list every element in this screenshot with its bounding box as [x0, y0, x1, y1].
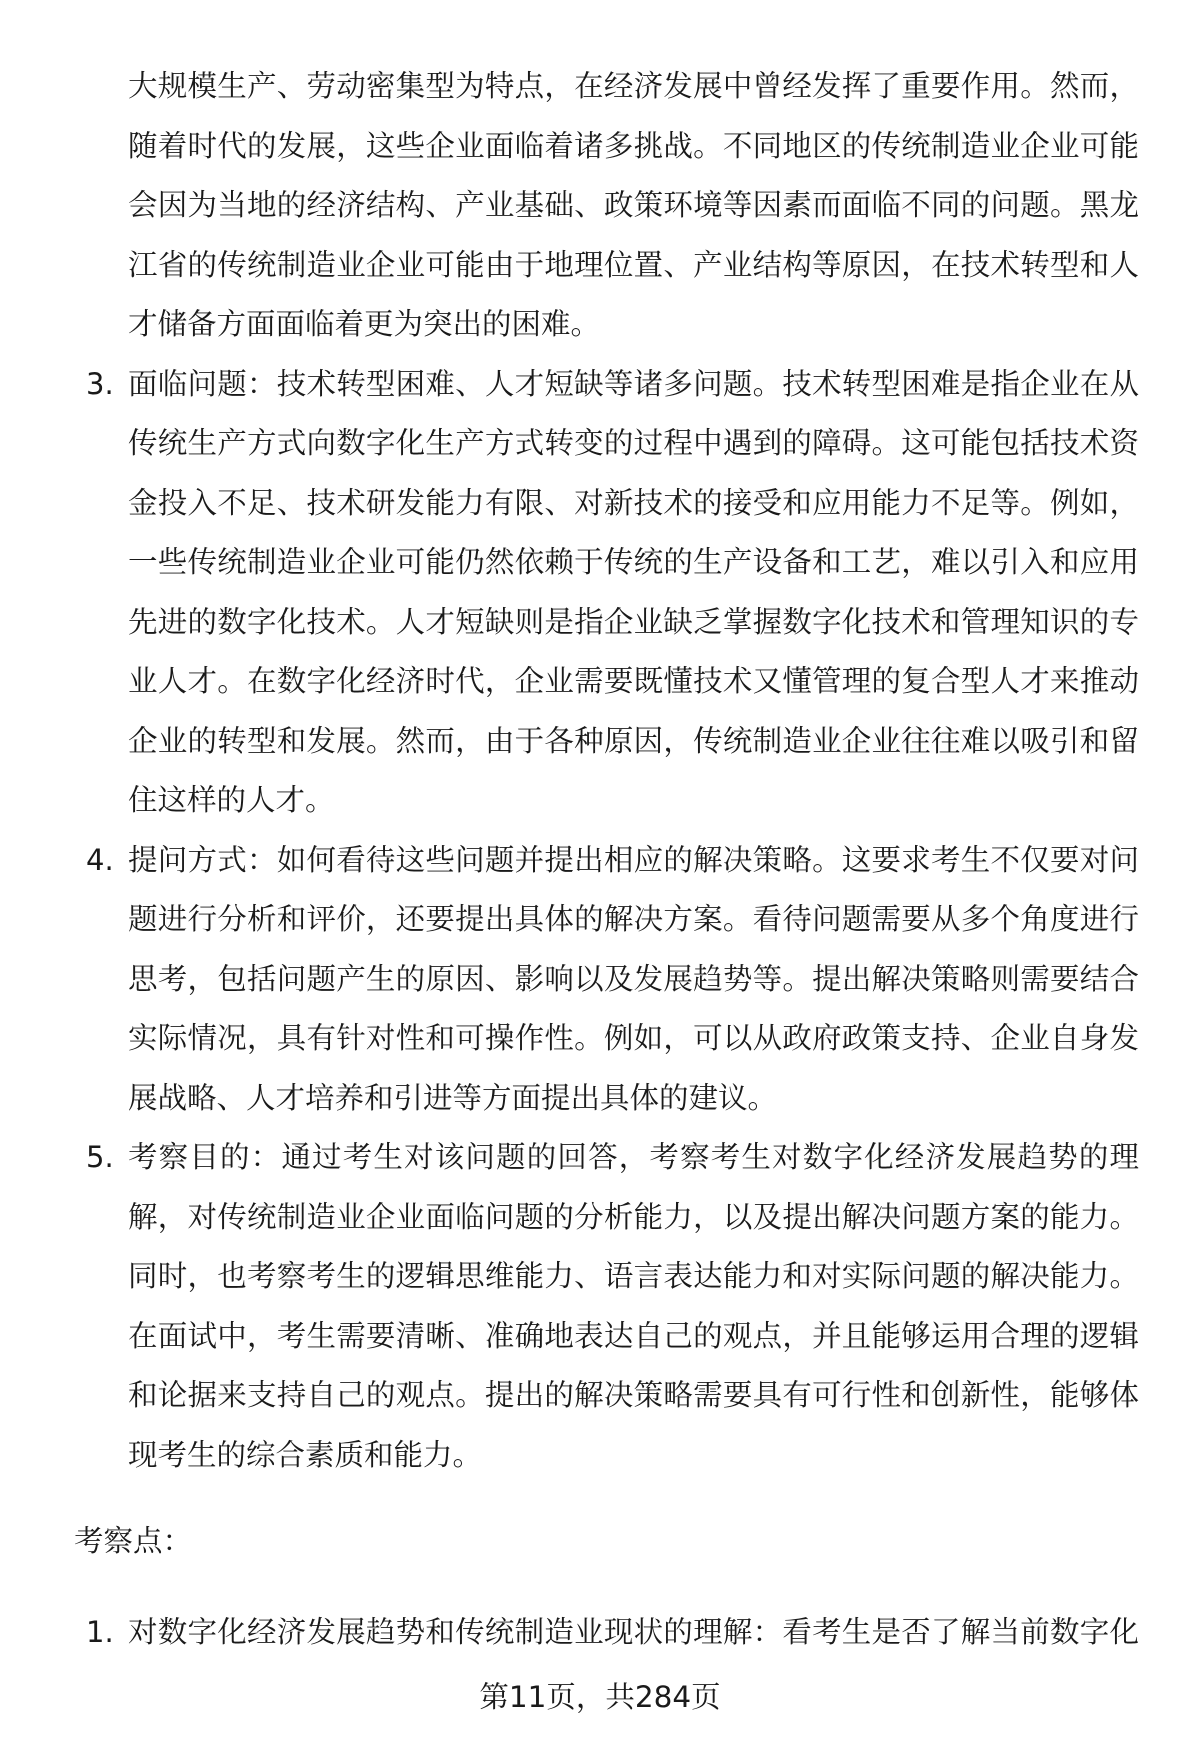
list-number: 4. — [86, 842, 114, 877]
list-number: 5. — [86, 1140, 114, 1174]
text-line: 业人才。在数字化经济时代，企业需要既懂技术又懂管理的复合型人才来推动 — [128, 664, 1139, 698]
text-line: 才储备方面面临着更为突出的困难。 — [128, 307, 601, 341]
text-line: 提问方式：如何看待这些问题并提出相应的解决策略。这要求考生不仅要对问 — [128, 842, 1139, 877]
document-body — [0, 57, 1200, 1485]
text-line: 思考，包括问题产生的原因、影响以及发展趋势等。提出解决策略则需要结合 — [128, 961, 1139, 996]
text-line: 一些传统制造业企业可能仍然依赖于传统的生产设备和工艺，难以引入和应用 — [128, 545, 1139, 579]
text-line: 展战略、人才培养和引进等方面提出具体的建议。 — [128, 1080, 778, 1115]
text-line: 传统生产方式向数字化生产方式转变的过程中遇到的障碍。这可能包括技术资 — [128, 426, 1139, 460]
text-line: 考察目的：通过考生对该问题的回答，考察考生对数字化经济发展趋势的理 — [128, 1140, 1139, 1174]
text-line: 大规模生产、劳动密集型为特点，在经济发展中曾经发挥了重要作用。然而， — [128, 69, 1139, 103]
text-line: 随着时代的发展，这些企业面临着诸多挑战。不同地区的传统制造业企业可能 — [128, 128, 1139, 163]
text-line: 在面试中，考生需要清晰、准确地表达自己的观点，并且能够运用合理的逻辑 — [128, 1318, 1139, 1353]
text-line: 题进行分析和评价，还要提出具体的解决方案。看待问题需要从多个角度进行 — [128, 902, 1139, 936]
list-item-4 — [0, 831, 1200, 1129]
text-line: 金投入不足、技术研发能力有限、对新技术的接受和应用能力不足等。例如， — [128, 485, 1139, 520]
paragraph-continuation — [0, 57, 1200, 355]
text-line: 住这样的人才。 — [128, 783, 335, 817]
text-line: 同时，也考察考生的逻辑思维能力、语言表达能力和对实际问题的解决能力。 — [128, 1259, 1139, 1293]
text-line: 实际情况，具有针对性和可操作性。例如，可以从政府政策支持、企业自身发 — [128, 1021, 1139, 1055]
text-line: 解，对传统制造业企业面临问题的分析能力，以及提出解决问题方案的能力。 — [128, 1199, 1139, 1234]
section-heading: 考察点： — [74, 1524, 193, 1558]
list-item-3 — [0, 355, 1200, 831]
point-item-1 — [0, 1603, 1200, 1663]
text-line: 对数字化经济发展趋势和传统制造业现状的理解：看考生是否了解当前数字化 — [128, 1615, 1139, 1649]
text-line: 江省的传统制造业企业可能由于地理位置、产业结构等原因，在技术转型和人 — [128, 247, 1139, 282]
list-number: 3. — [86, 366, 114, 401]
page-number-footer: 第11页，共284页 — [479, 1680, 721, 1714]
list-number: 1. — [86, 1615, 114, 1649]
text-line: 会因为当地的经济结构、产业基础、政策环境等因素而面临不同的问题。黑龙 — [128, 188, 1139, 222]
assessment-points — [0, 1603, 1200, 1663]
text-line: 和论据来支持自己的观点。提出的解决策略需要具有可行性和创新性，能够体 — [128, 1378, 1139, 1412]
text-line: 面临问题：技术转型困难、人才短缺等诸多问题。技术转型困难是指企业在从 — [128, 366, 1139, 401]
text-line: 先进的数字化技术。人才短缺则是指企业缺乏掌握数字化技术和管理知识的专 — [128, 604, 1139, 639]
list-item-5 — [0, 1128, 1200, 1485]
text-line: 企业的转型和发展。然而，由于各种原因，传统制造业企业往往难以吸引和留 — [128, 723, 1139, 758]
text-line: 现考生的综合素质和能力。 — [128, 1437, 483, 1472]
